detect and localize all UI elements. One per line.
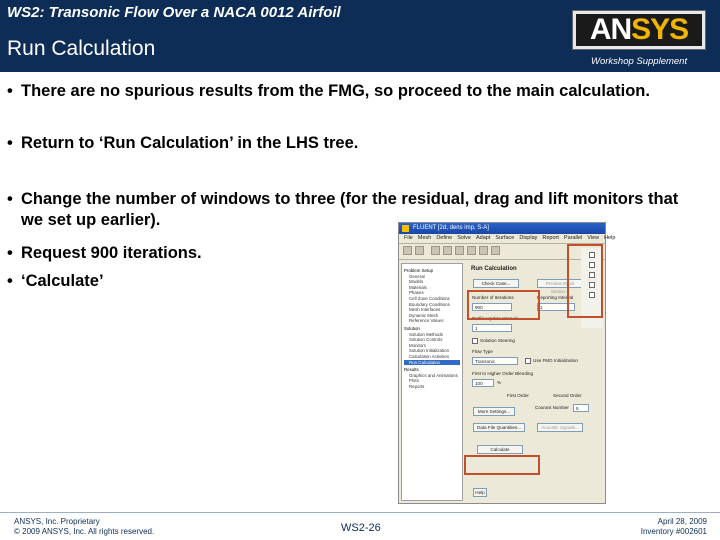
blending-field[interactable]: 100 [472,379,494,387]
bullet-dot: • [7,244,13,262]
profile-update-interval-field[interactable]: 1 [472,324,512,332]
tree-item[interactable]: Materials [409,284,427,290]
acoustic-signals-button[interactable]: Acoustic Signals... [537,423,583,432]
tree-item[interactable]: Plots [409,378,419,384]
bullet-dot: • [7,190,13,208]
solution-steering-label: Solution Steering [480,338,515,343]
navigation-tree [401,263,463,501]
menu-report[interactable]: Report [542,235,559,241]
bullet-item: • ‘Calculate’ [7,272,104,290]
bullet-item: • Return to ‘Run Calculation’ in the LHS tree. [7,134,359,152]
flow-type-select[interactable]: Transonic [472,357,518,365]
tree-item[interactable]: Dynamic Mesh [409,312,439,318]
number-of-iterations-field[interactable]: 900 [472,303,512,311]
zoom-box-icon[interactable] [467,246,476,255]
preview-mesh-motion-button[interactable]: Preview Mesh Motion... [537,279,583,288]
help-button[interactable]: Help [473,488,487,497]
tree-section-solution[interactable]: Solution [404,325,420,331]
menu-mesh[interactable]: Mesh [417,235,432,241]
copyright-text: © 2009 ANSYS, Inc. All rights reserved. [14,527,155,536]
workshop-title: WS2: Transonic Flow Over a NACA 0012 Airfoil [7,4,341,21]
reporting-interval-label: Reporting Interval [537,295,574,300]
highlight-calculate [464,455,540,475]
fit-icon[interactable] [479,246,488,255]
tree-item[interactable]: General [409,273,425,279]
footer-right [641,517,707,537]
first-order-label: First Order [507,393,529,398]
slide-title: Run Calculation [7,37,156,60]
tree-item-run-calculation[interactable]: Run Calculation [404,360,460,366]
bullet-item: • There are no spurious results from the FMG, so proceed to the main calculation. [7,82,650,100]
bullet-dot: • [7,82,13,100]
check-case-button[interactable]: Check Case... [473,279,519,288]
tree-item[interactable]: Graphics and Animations [409,372,458,378]
save-icon[interactable] [415,246,424,255]
tree-item[interactable]: Calculation Activities [409,353,450,359]
tree-item[interactable]: Reports [409,383,425,389]
tree-item[interactable]: Monitors [409,342,426,348]
ansys-logo [572,10,706,50]
second-order-label: Second Order [553,393,582,398]
reporting-interval-field[interactable]: 1 [537,303,575,311]
rotate-icon[interactable] [431,246,440,255]
menu-surface[interactable]: Surface [495,235,515,241]
menu-solve[interactable]: Solve [457,235,471,241]
menu-file[interactable]: File [404,235,413,241]
pan-icon[interactable] [443,246,452,255]
tree-item[interactable]: Models [409,279,424,285]
menu-help[interactable]: Help [604,235,616,241]
menu-view[interactable]: View [587,235,600,241]
bullet-dot: • [7,134,13,152]
proprietary-text: ANSYS, Inc. Proprietary [14,517,100,526]
solution-steering-checkbox[interactable] [472,338,478,344]
use-fmg-checkbox[interactable] [525,358,531,364]
bullet-item: • Request 900 iterations. [7,244,202,262]
footer-divider [0,512,720,513]
tree-item[interactable]: Reference Values [409,318,444,324]
inventory-text: Inventory #002601 [640,527,707,536]
profile-update-interval-label: Profile Update Interval [472,316,518,321]
menu-define[interactable]: Define [436,235,453,241]
courant-number-label: Courant Number [535,405,569,410]
tree-item[interactable]: Solution Initialization [409,348,450,354]
data-file-quantities-button[interactable]: Data File Quantities... [473,423,525,432]
tree-item[interactable]: Cell Zone Conditions [409,295,450,301]
tree-section-problem-setup[interactable]: Problem Setup [404,268,434,273]
highlight-number-of-iterations [467,290,540,320]
logo-text: ANSYS [589,13,689,46]
use-fmg-label: Use FMG Initialization [533,358,578,363]
zoom-icon[interactable] [455,246,464,255]
date-text: April 28, 2009 [657,517,707,526]
window-title-bar: FLUENT [2d, dens imp, S-A] [399,223,605,234]
first-to-higher-order-label: First to Higher Order Blending [472,371,534,376]
tree-section-results[interactable]: Results [404,367,419,373]
tree-item[interactable]: Solution Controls [409,337,443,343]
page-number: WS2-26 [341,522,381,534]
tree-item[interactable]: Boundary Conditions [409,301,450,307]
tree-item[interactable]: Phases [409,290,424,296]
calculate-button[interactable]: Calculate [477,445,523,454]
tree-item[interactable]: Solution Methods [409,331,443,337]
menu-adapt[interactable]: Adapt [476,235,491,241]
more-settings-button[interactable]: More Settings... [473,407,515,416]
menu-parallel[interactable]: Parallel [563,235,583,241]
tree-item[interactable]: Mesh Interfaces [409,307,441,313]
menu-display[interactable]: Display [519,235,538,241]
fluent-app-icon [402,225,409,232]
workshop-supplement-label: Workshop Supplement [591,56,688,67]
courant-number-field[interactable]: 5 [573,404,589,412]
bullet-dot: • [7,272,13,290]
panel-title: Run Calculation [471,266,517,272]
percent-unit-label: % [497,380,502,385]
slide-header [0,0,720,72]
flow-type-label: Flow Type [472,349,493,354]
probe-icon[interactable] [491,246,500,255]
highlight-window-selector [567,244,603,318]
number-of-iterations-label: Number of Iterations [472,295,514,300]
footer-left [14,517,154,537]
bullet-item: • Change the number of windows to three (for the residual, drag and lift monitors that we set up earlier). [7,190,679,229]
open-icon[interactable] [403,246,412,255]
